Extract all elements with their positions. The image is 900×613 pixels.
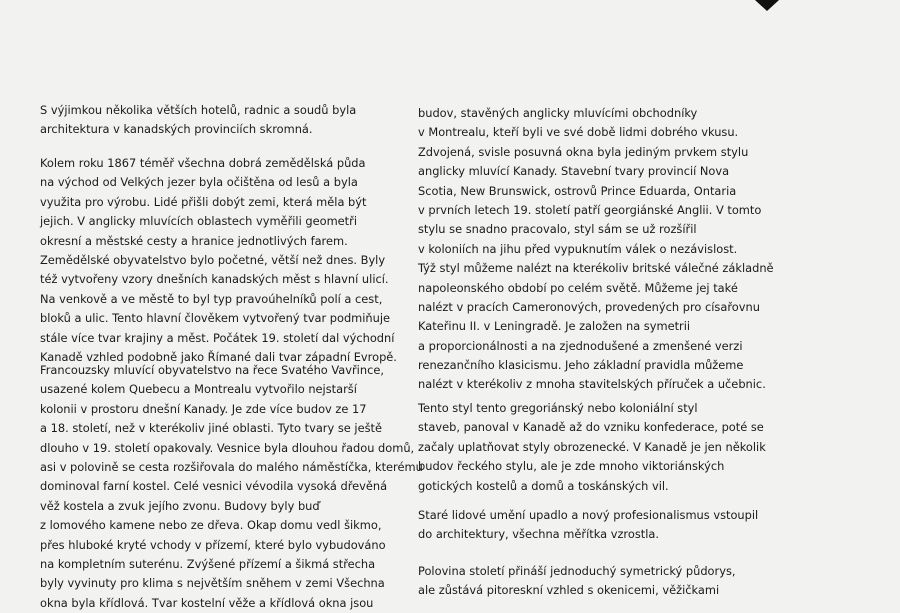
text-line: Francouzsky mluvící obyvatelstvo na řece Svatého Vavřince,: [40, 363, 384, 377]
paragraph-french-colony: [40, 361, 423, 613]
text-line: stylu se snadno pracovalo, styl sám se už rozšířil: [418, 222, 697, 237]
paragraph-folk-art: [418, 506, 758, 545]
text-line: S výjimkou několika větších hotelů, radnic a soudů byla: [40, 103, 357, 117]
text-line: staveb, panoval v Kanadě až do vzniku konfederace, poté se: [418, 420, 764, 435]
text-line: Kanadě vzhled podobně jako Římané dali tvar západní Evropě.: [40, 349, 397, 364]
text-line: a proporcionálnosti a na zjednodušené a zmenšené verzi: [418, 338, 743, 353]
text-line: budov řeckého stylu, ale je zde mnoho viktoriánských: [418, 459, 725, 474]
text-line: na kompletním suterénu. Zvýšené přízemí a šikmá střecha: [40, 556, 376, 571]
text-line: a 18. století, než v kterékoliv jiné oblasti. Tyto tvary se ještě: [40, 421, 382, 436]
text-line: využita pro výrobu. Lidé přišli dobýt zemi, která měla být: [40, 194, 367, 209]
paragraph-agriculture: [40, 154, 397, 367]
text-line: okresní a městské cesty a hranice jednotlivých farem.: [40, 233, 348, 248]
text-line: Zdvojená, svisle posuvná okna byla jediným prvkem stylu: [418, 144, 749, 159]
paragraph-mid-century: [418, 562, 736, 601]
corner-mark-decoration: [755, 0, 779, 11]
text-line: přes hluboké kryté vchody v přízemí, které bylo vybudováno: [40, 537, 386, 552]
text-line: dominoval farní kostel. Celé vesnici vévodila vysoká dřevěná: [40, 479, 388, 494]
paragraph-english-merchants: [418, 104, 774, 395]
text-line: do architektury, všechna měřítka vzrostla.: [418, 527, 659, 542]
text-line: budov, stavěných anglicky mluvícími obchodníky: [418, 106, 698, 120]
text-line: Kateřinu II. v Leningradě. Je založen na symetrii: [418, 319, 691, 334]
paragraph-intro: [40, 101, 356, 140]
text-line: ale zůstává pitoreskní vzhled s okenicemi, věžičkami: [418, 583, 720, 598]
text-line: bloků a ulic. Tento hlavní člověkem vytvořený tvar podmiňuje: [40, 311, 391, 326]
text-line: v koloniích na jihu před vypuknutím válek o nezávislost.: [418, 241, 738, 256]
text-line: okna byla křídlová. Tvar kostelní věže a křídlová okna jsou: [40, 595, 374, 610]
text-line: byly vyvinuty pro klima s největším sněhem v zemi Všechna: [40, 576, 385, 591]
text-line: anglicky mluvící Kanady. Stavební tvary provincií Nova: [418, 164, 730, 179]
text-line: nalézt v pracích Cameronových, provedených pro císařovnu: [418, 299, 760, 314]
text-line: též vytvořeny vzory dnešních kanadských měst s hlavní ulicí.: [40, 272, 389, 287]
text-line: v prvních letech 19. století patří georgiánské Anglii. V tomto: [418, 202, 762, 217]
text-line: gotických kostelů a domů a toskánských vil.: [418, 478, 669, 493]
text-line: dlouho v 19. století opakovaly. Vesnice byla dlouhou řadou domů,: [40, 440, 415, 455]
text-line: stále více tvar krajiny a měst. Počátek 19. století dal východní: [40, 330, 395, 345]
text-line: Polovina století přináší jednoduchý symetrický půdorys,: [418, 564, 736, 578]
text-line: Scotia, New Brunswick, ostrovů Prince Eduarda, Ontaria: [418, 183, 737, 198]
text-line: renezančního klasicismu. Jeho základní pravidla můžeme: [418, 358, 744, 373]
text-line: v Montrealu, kteří byli ve své době lidmi dobrého vkusu.: [418, 125, 739, 140]
paragraph-georgian-style: [418, 399, 766, 496]
text-line: architektura v kanadských provinciích skromná.: [40, 122, 313, 137]
text-line: Tento styl tento gregoriánský nebo koloniální styl: [418, 401, 698, 415]
text-line: asi v polovině se cesta rozšiřovala do malého náměstíčka, kterému: [40, 459, 423, 474]
text-line: kolonii v prostoru dnešní Kanady. Je zde více budov ze 17: [40, 401, 367, 416]
text-line: Na venkově a ve městě to byl typ pravoúhelníků polí a cest,: [40, 291, 383, 306]
text-line: Zemědělské obyvatelstvo bylo početné, větší než dnes. Byly: [40, 252, 386, 267]
text-line: na východ od Velkých jezer byla očištěna od lesů a byla: [40, 175, 358, 190]
text-line: nalézt v kterékoliv z mnoha stavitelských příruček a učebnic.: [418, 377, 766, 392]
text-line: začaly uplatňovat styly obrozenecké. V Kanadě je jen několik: [418, 439, 766, 454]
text-line: jejich. V anglicky mluvících oblastech vyměřili geometři: [40, 214, 357, 229]
text-line: věž kostela a zvuk jejího zvonu. Budovy byly buď: [40, 498, 320, 513]
text-line: Týž styl můžeme nalézt na kterékoliv britské válečné základně: [418, 261, 774, 276]
text-line: Kolem roku 1867 téměř všechna dobrá zemědělská půda: [40, 156, 366, 170]
text-line: usazené kolem Quebecu a Montrealu vytvořilo nejstarší: [40, 382, 357, 397]
text-line: z lomového kamene nebo ze dřeva. Okap domu vedl šikmo,: [40, 518, 382, 533]
text-line: Staré lidové umění upadlo a nový profesionalismus vstoupil: [418, 508, 759, 522]
text-line: napoleonského období po celém světě. Můžeme jej také: [418, 280, 738, 295]
